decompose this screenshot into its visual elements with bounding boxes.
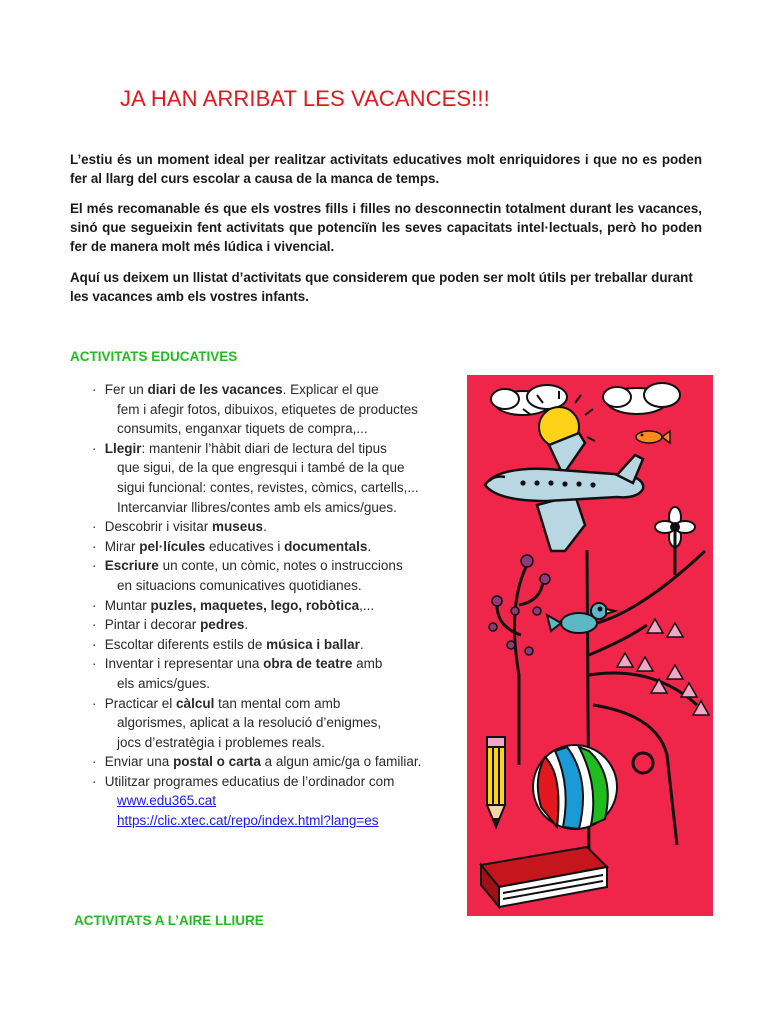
bullet: · [92,617,97,633]
item-text: Pintar i decorar [104,617,201,633]
intro-paragraph-3 [70,268,702,306]
item-bold: obra de teatre [263,656,353,672]
intro-paragraph-2 [70,199,702,256]
item-text: Inventar i representar una [104,656,264,672]
section-title-aire-lliure: ACTIVITATS A L’AIRE LLIURE [74,913,264,928]
list-item [92,635,472,655]
item-continuation: consumits, enganxar tiquets de compra,... [117,421,368,437]
intro-paragraph-1 [70,150,702,188]
item-continuation: que sigui, de la que engresqui i també de la que [117,460,405,476]
cloud-icon [603,383,680,414]
item-text: Practicar el [104,695,177,711]
item-continuation: sigui funcional: contes, revistes, còmics, cartells,... [117,479,419,495]
item-bold: Escriure [104,558,159,574]
item-text: Utilitzar programes educatius de l’ordinador com [104,773,395,789]
clic-xtec-link[interactable]: https://clic.xtec.cat/repo/index.html?lang=es [117,813,379,829]
item-continuation: els amics/gues. [117,675,211,691]
item-bold: museus [212,519,264,535]
item-text: Muntar [104,597,151,613]
item-continuation: algorismes, aplicat a la resolució d’enigmes, [117,715,382,731]
item-text: . [244,617,249,633]
item-text: Mirar [104,538,140,554]
item-bold: puzles, maquetes, lego, robòtica [150,597,360,613]
item-continuation: fem i afegir fotos, dibuixos, etiquetes de productes [117,401,418,417]
airplane-icon [485,433,643,551]
bird-icon [547,603,615,633]
item-continuation: jocs d’estratègia i problemes reals. [117,734,325,750]
bullet: · [92,519,97,535]
bullet: · [92,538,97,554]
item-text: Fer un [104,382,148,397]
list-item [92,439,472,459]
bullet: · [92,754,97,770]
item-continuation: en situacions comunicatives quotidianes. [117,577,362,593]
item-text: Enviar una [104,754,174,770]
page-title: JA HAN ARRIBAT LES VACANCES!!! [120,86,490,111]
list-item [92,556,472,576]
activities-list [92,380,472,831]
list-item [92,772,472,792]
item-text: tan mental com amb [214,695,341,711]
item-bold: pel·lícules [139,538,206,554]
list-item [92,694,472,714]
item-text: . [359,636,364,652]
bullet: · [92,656,97,672]
bullet: · [92,558,97,574]
bullet: · [92,597,97,613]
item-text: Descobrir i visitar [104,519,213,535]
illustration-drawing [467,375,713,916]
item-text: . Explicar el que [282,382,379,397]
item-bold: postal o carta [173,754,261,770]
list-item [92,752,472,772]
item-bold: pedres [200,617,245,633]
item-bold: Llegir [104,440,142,456]
list-item [92,537,472,557]
bullet: · [92,695,97,711]
ring-shape [633,753,653,773]
intro-text-3: Aquí us deixem un llistat d’activitats que considerem que poden ser molt útils per treballar durant les vacances amb els vostres infants. [70,270,693,304]
item-text: educatives i [205,538,285,554]
item-text: : mantenir l’hàbit diari de lectura del tipus [141,440,387,456]
item-text: . [367,538,372,554]
item-continuation: Intercanviar llibres/contes amb els amics/gues. [117,499,397,515]
item-text: Escoltar diferents estils de [104,636,267,652]
item-text: un conte, un còmic, notes o instruccions [158,558,403,574]
list-item [92,615,472,635]
intro-text-2: El més recomanable és que els vostres fills i filles no desconnectin totalment durant les vacances, sinó que segueixin fent activitats que potenciïn les seves capacitats intel·lectuals, però ho poden fer de manera molt més lúdica i vivencial. [70,201,702,254]
list-item [92,596,472,616]
list-item [92,517,472,537]
item-bold: música i ballar [266,636,360,652]
list-item [92,654,472,674]
bullet: · [92,440,97,456]
item-text: . [263,519,267,535]
bullet: · [92,773,97,789]
intro-text-1: L’estiu és un moment ideal per realitzar activitats educatives molt enriquidores i que no es poden fer al llarg del curs escolar a causa de la manca de temps. [70,152,702,186]
section-title-educatives: ACTIVITATS EDUCATIVES [70,349,238,364]
list-item [92,380,472,400]
bullet: · [92,636,97,652]
summer-illustration [467,375,713,916]
beach-ball-icon [533,745,617,829]
edu365-link[interactable]: www.edu365.cat [117,793,217,809]
book-icon [481,847,607,907]
item-text: a algun amic/ga o familiar. [260,754,422,770]
item-bold: diari de les vacances [147,382,283,397]
item-bold: càlcul [176,695,215,711]
fish-icon [636,431,670,443]
item-bold: documentals [284,538,368,554]
pencil-icon [487,737,505,827]
item-text: ,... [359,597,375,613]
bullet: · [92,382,97,397]
item-text: amb [352,656,383,672]
